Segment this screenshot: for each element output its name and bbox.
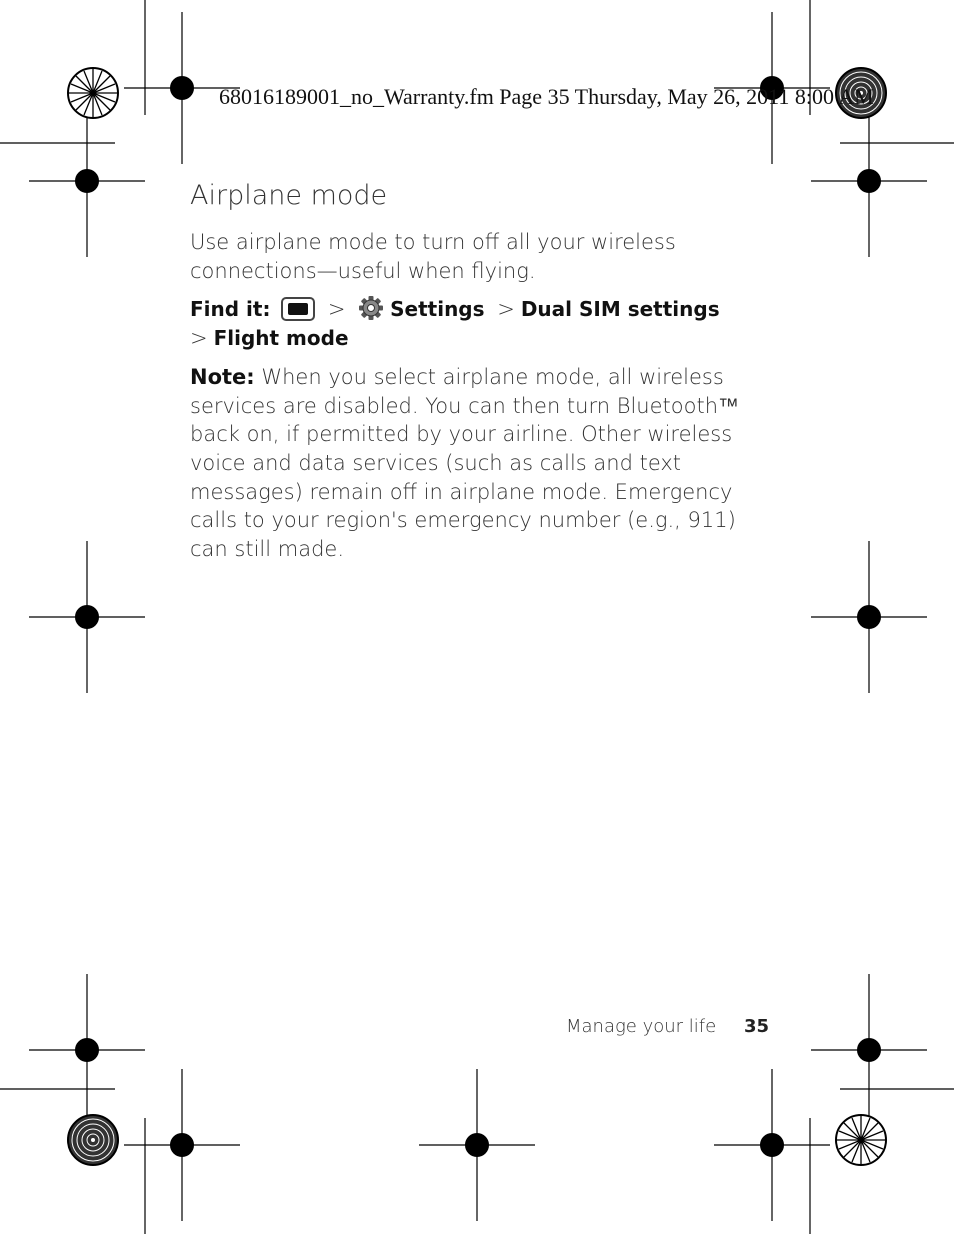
find-it-path (190, 295, 750, 352)
gear-icon (358, 295, 384, 321)
main-content (190, 176, 750, 564)
page-number: 35 (744, 1016, 770, 1037)
note-paragraph (190, 363, 750, 564)
note-text: When you select airplane mode, all wireless services are disabled. You can then turn Bluetooth™ back on, if permitted by your airline. Other wireless voice and data services (such as calls and text messages) remain off in airplane mode. Emergency calls to your region's emergency number (e.g., 911) can still made. (190, 364, 740, 562)
path-separator: > (327, 297, 346, 322)
find-it-label: Find it: (190, 297, 271, 322)
path-step-settings: Settings (390, 297, 485, 322)
footer-section-name: Manage your life (566, 1016, 717, 1037)
section-title: Airplane mode (190, 180, 388, 211)
path-step-flight-mode: Flight mode (213, 326, 349, 351)
path-separator: > (190, 326, 208, 351)
menu-key-icon (281, 297, 315, 321)
page-slug: 68016189001_no_Warranty.fm Page 35 Thursday, May 26, 2011 8:00 AM (219, 84, 874, 109)
path-separator: > (497, 297, 515, 322)
intro-paragraph: Use airplane mode to turn off all your wireless connections—useful when flying. (190, 230, 676, 283)
path-step-dual-sim: Dual SIM settings (520, 297, 720, 322)
note-label: Note: (190, 364, 255, 389)
